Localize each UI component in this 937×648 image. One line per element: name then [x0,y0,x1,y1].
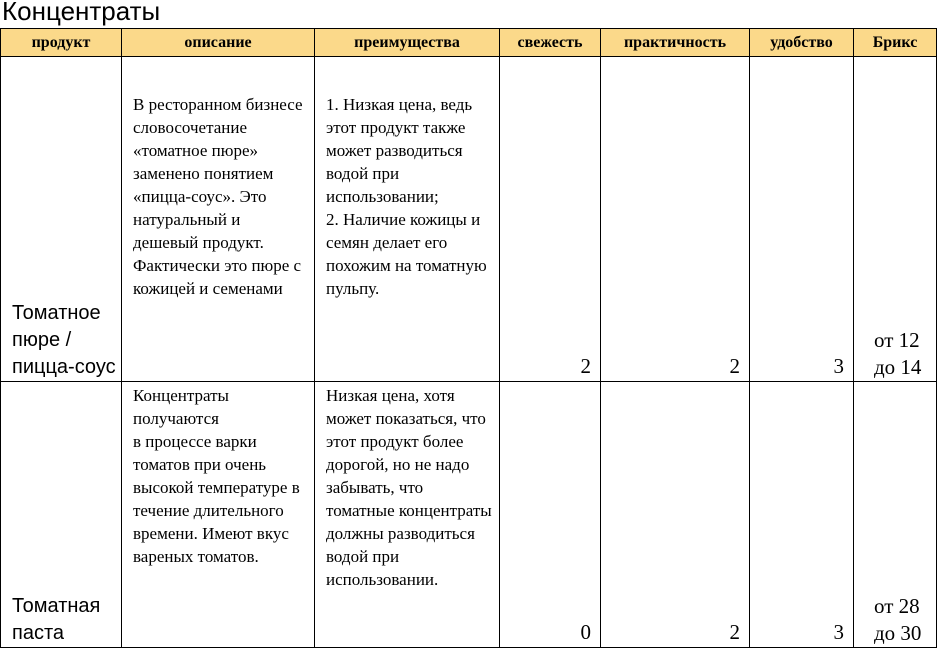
page-title: Концентраты [2,0,161,26]
advantages-cell: Низкая цена, хотя может показаться, что этот продукт более дорогой, но не надо забывать, что томатные концентраты должны разводиться водой при использовании. [315,382,500,648]
practicality-cell: 2 [601,57,750,382]
brix-cell: от 28 до 30 [854,382,937,648]
freshness-cell: 0 [500,382,601,648]
concentrates-table [0,28,937,648]
description-cell: В ресторанном бизнесе словосочетание «томатное пюре» заменено понятием «пицца-соус». Это натуральный и дешевый продукт. Фактически это пюре с кожицей и семенами [122,57,315,382]
freshness-cell: 2 [500,57,601,382]
header-brix: Брикс [854,29,937,57]
advantages-cell: 1. Низкая цена, ведь этот продукт также может разводиться водой при использовании; 2. Наличие кожицы и семян делает его похожим на томатную пульпу. [315,57,500,382]
header-practicality: практичность [601,29,750,57]
table-row [1,382,937,648]
header-product: продукт [1,29,122,57]
product-cell: Томатная паста [1,382,122,648]
header-advantages: преимущества [315,29,500,57]
header-description: описание [122,29,315,57]
product-cell: Томатное пюре /пицца-соус [1,57,122,382]
practicality-cell: 2 [601,382,750,648]
convenience-cell: 3 [750,382,854,648]
convenience-cell: 3 [750,57,854,382]
header-convenience: удобство [750,29,854,57]
header-row [1,29,937,57]
table-row [1,57,937,382]
description-cell: Концентраты получаются в процессе варки томатов при очень высокой температуре в течение длительного времени. Имеют вкус вареных томатов. [122,382,315,648]
brix-cell: от 12 до 14 [854,57,937,382]
header-freshness: свежесть [500,29,601,57]
